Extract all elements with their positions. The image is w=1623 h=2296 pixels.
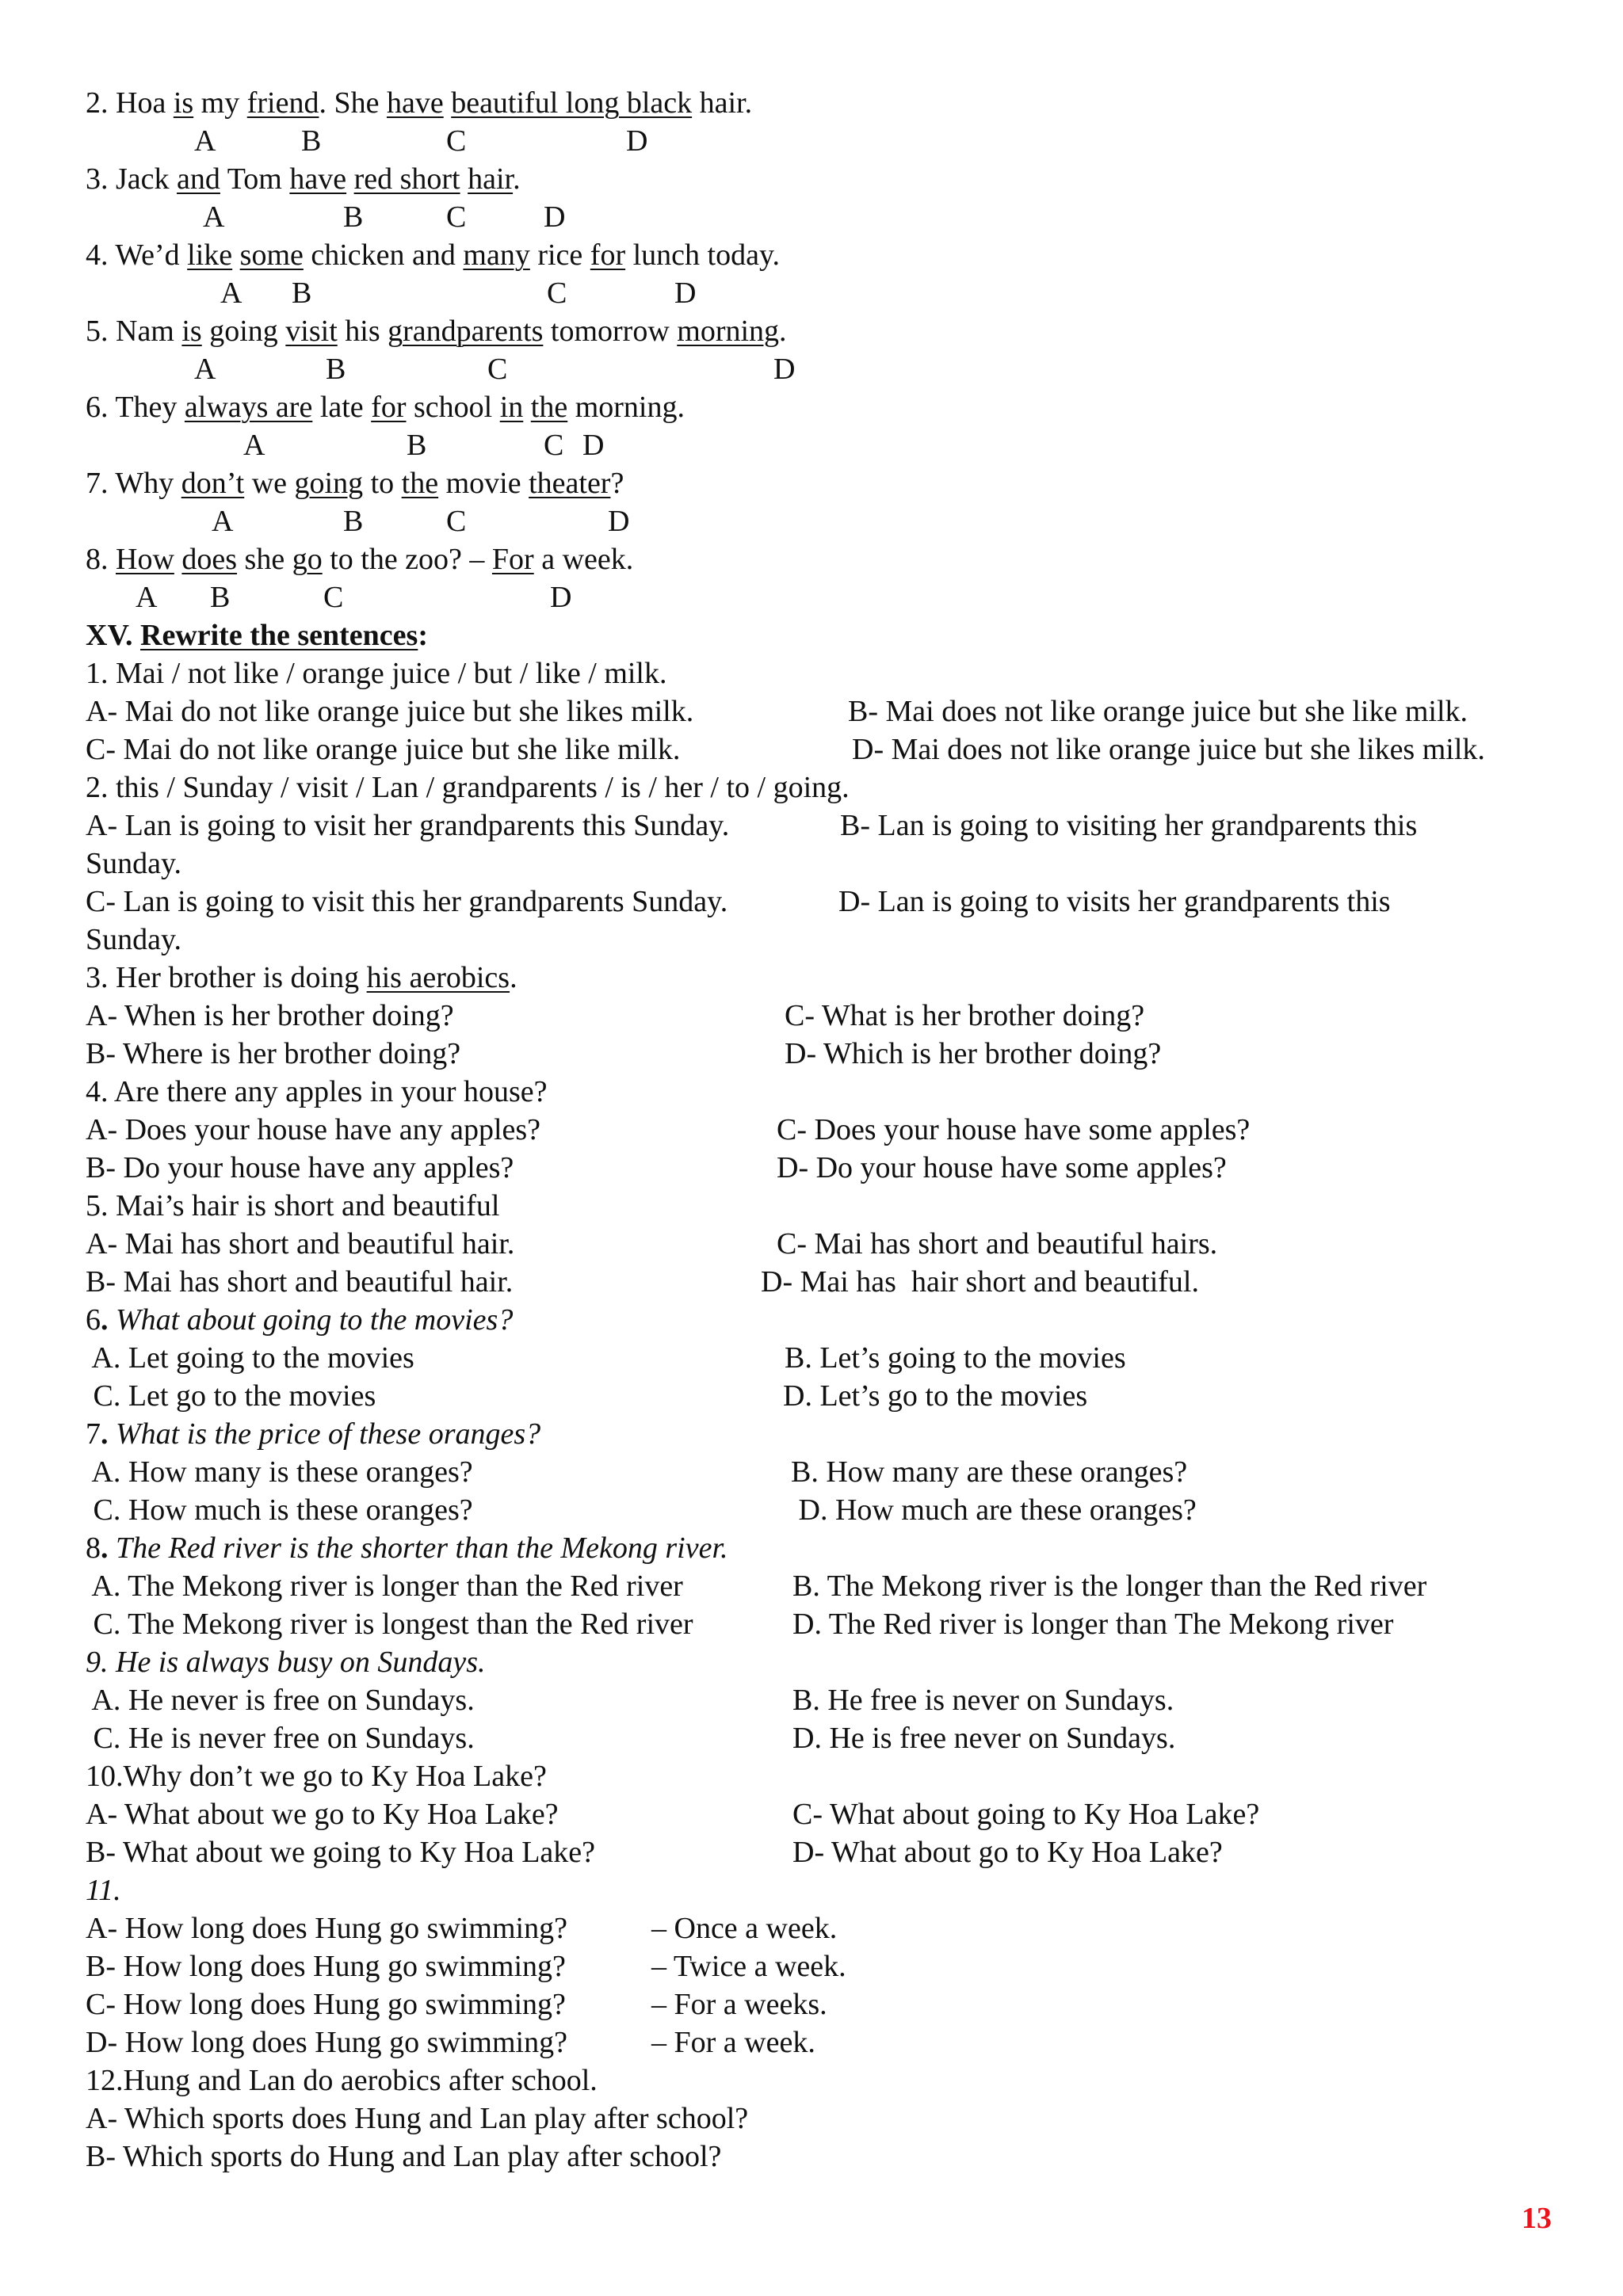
text-segment: late [312,391,372,424]
choice-letter-a: A [203,200,225,234]
question-4-option-d: D- Do your house have some apples? [777,1151,1227,1184]
question-2-option-d: D- Lan is going to visits her grandparents this [838,885,1391,918]
choice-letter-a: A [136,581,158,614]
choice-letter-a: A [212,505,234,538]
question-5-option-a: A- Mai has short and beautiful hair. [86,1227,515,1261]
question-2-option-c: C- Lan is going to visit this her grandparents Sunday. [86,885,728,918]
question-3-option-a: A- When is her brother doing? [86,999,454,1032]
question-8-option-b: B. The Mekong river is the longer than the Red river [792,1569,1427,1603]
underlined-segment: like [187,238,233,272]
underlined-segment: and [177,162,220,196]
choice-letter-d: D [544,200,566,234]
underlined-segment: for [371,391,407,424]
question-11-number: 11. [86,1874,121,1907]
question-10-option-a: A- What about we go to Ky Hoa Lake? [86,1798,559,1831]
question-3-option-c: C- What is her brother doing? [785,999,1145,1032]
choice-letter-c: C [446,505,467,538]
question-3-prompt: 3. Her brother is doing his aerobics. [86,961,517,994]
underlined-segment: hair [468,162,514,196]
choice-letter-b: B [210,581,231,614]
text-segment: we [244,467,295,500]
question-11-option-c: C- How long does Hung go swimming? [86,1988,566,2021]
question-7-option-d: D. How much are these oranges? [791,1493,1197,1527]
underlined-segment: beautiful long black [451,86,693,120]
question-10-option-b: B- What about we going to Ky Hoa Lake? [86,1836,596,1869]
question-7-option-c: C. How much is these oranges? [86,1493,473,1527]
question-6-option-b: B. Let’s going to the movies [785,1341,1126,1375]
error-question-7 [86,464,624,502]
question-5-option-b: B- Mai has short and beautiful hair. [86,1265,514,1299]
underlined-segment: is [181,315,202,348]
text-segment [460,162,468,196]
text-segment: Jack [116,162,178,196]
text-segment: Tom [220,162,290,196]
question-9-option-d: D. He is free never on Sundays. [792,1722,1176,1755]
question-number: 8. [86,543,116,576]
underlined-segment: in [499,391,524,424]
underlined-segment: don’t [181,467,245,500]
choice-letter-b: B [407,429,427,462]
choice-letter-c: C [544,429,564,462]
question-4-option-c: C- Does your house have some apples? [777,1113,1251,1146]
question-3-option-b: B- Where is her brother doing? [86,1037,461,1070]
section-number: XV. [86,619,140,652]
question-5-option-c: C- Mai has short and beautiful hairs. [777,1227,1218,1261]
section-title: Rewrite the sentences [140,619,418,652]
text-segment: lunch today. [625,238,780,272]
text-segment: to the zoo? – [322,543,492,576]
choice-letter-d: D [674,277,697,310]
text-segment: she [237,543,292,576]
question-1-option-b: B- Mai does not like orange juice but she like milk. [848,695,1468,728]
underlined-segment: always are [184,391,313,424]
underlined-segment: have [386,86,444,120]
text-segment: my [193,86,247,120]
text-segment [232,238,240,272]
text-segment: . [513,162,521,196]
question-9-option-b: B. He free is never on Sundays. [792,1684,1174,1717]
question-9-option-a: A. He never is free on Sundays. [86,1684,475,1717]
question-9-option-c: C. He is never free on Sundays. [86,1722,475,1755]
text-segment: movie [438,467,529,500]
text-segment: a week. [533,543,634,576]
error-question-4 [86,236,780,274]
underlined-segment: is [173,86,194,120]
choice-letter-c: C [446,124,467,158]
underlined-segment: have [289,162,347,196]
choice-letter-b: B [301,124,322,158]
question-12-prompt: 12.Hung and Lan do aerobics after school. [86,2064,598,2097]
text-segment [444,86,452,120]
text-segment: morning. [567,391,685,424]
question-5-option-d: D- Mai has hair short and beautiful. [761,1265,1199,1299]
question-number: 7. [86,467,116,500]
question-4-option-a: A- Does your house have any apples? [86,1113,541,1146]
choice-letter-b: B [326,353,346,386]
question-6-option-d: D. Let’s go to the movies [783,1379,1088,1413]
text-segment: They [115,391,185,424]
question-7-option-b: B. How many are these oranges? [791,1455,1188,1489]
choice-letter-c: C [487,353,508,386]
question-1-option-d: D- Mai does not like orange juice but she likes milk. [852,733,1485,766]
choice-letter-a: A [243,429,265,462]
page-number: 13 [1522,2202,1552,2235]
text-segment: . She [319,86,387,120]
section-heading: XV. Rewrite the sentences: [86,619,428,652]
text-segment: Hoa [116,86,174,120]
question-11-option-a: A- How long does Hung go swimming? [86,1912,567,1945]
error-question-2 [86,84,752,122]
text-segment: going [201,315,286,348]
question-2-option-b: B- Lan is going to visiting her grandparents this [840,809,1418,842]
text-segment: hair. [692,86,753,120]
text-segment: We’d [115,238,188,272]
choice-letter-a: A [194,353,216,386]
question-number: 5. [86,315,116,348]
question-6-prompt: 6. What about going to the movies? [86,1303,514,1337]
underlined-segment: morning [677,315,780,348]
underlined-segment: the [401,467,439,500]
underlined-segment: For [491,543,534,576]
error-question-8 [86,540,633,578]
question-number: 4. [86,238,116,272]
question-1-option-a: A- Mai do not like orange juice but she likes milk. [86,695,694,728]
question-5-prompt: 5. Mai’s hair is short and beautiful [86,1189,500,1222]
choice-letter-b: B [343,200,364,234]
question-12-option-a: A- Which sports does Hung and Lan play after school? [86,2102,749,2135]
question-8-option-c: C. The Mekong river is longest than the Red river [86,1608,693,1641]
text-segment [346,162,354,196]
choice-letter-d: D [608,505,630,538]
text-segment: ? [610,467,624,500]
underlined-segment: for [590,238,626,272]
choice-letter-a: A [194,124,216,158]
choice-letter-d: D [550,581,572,614]
question-6-option-a: A. Let going to the movies [86,1341,414,1375]
choice-letter-c: C [547,277,567,310]
question-11-option-b: B- How long does Hung go swimming? [86,1950,566,1983]
text-segment: . [779,315,787,348]
text-segment [174,543,182,576]
question-11-answer-b: – Twice a week. [651,1950,846,1983]
underlined-segment: many [463,238,530,272]
question-7-prompt: 7. What is the price of these oranges? [86,1417,541,1451]
question-2-option-b-cont: Sunday. [86,847,182,880]
question-10-prompt: 10.Why don’t we go to Ky Hoa Lake? [86,1760,547,1793]
question-4-option-b: B- Do your house have any apples? [86,1151,514,1184]
choice-letter-b: B [292,277,312,310]
question-12-option-b: B- Which sports do Hung and Lan play after school? [86,2140,722,2173]
question-4-prompt: 4. Are there any apples in your house? [86,1075,548,1108]
choice-letter-c: C [446,200,467,234]
error-question-6 [86,388,685,426]
text-segment: rice [529,238,590,272]
underlined-segment: grandparents [388,315,544,348]
question-number: 6. [86,391,116,424]
text-segment: Nam [116,315,182,348]
underlined-segment: theater [529,467,611,500]
question-8-option-a: A. The Mekong river is longer than the Red river [86,1569,683,1603]
question-2-option-a: A- Lan is going to visit her grandparents this Sunday. [86,809,730,842]
underlined-segment: go [292,543,323,576]
question-8-option-d: D. The Red river is longer than The Mekong river [792,1608,1394,1641]
choice-letter-a: A [220,277,242,310]
underlined-segment: red short [353,162,460,196]
text-segment [523,391,531,424]
question-3-option-d: D- Which is her brother doing? [785,1037,1162,1070]
question-11-option-d: D- How long does Hung go swimming? [86,2026,567,2059]
question-11-answer-c: – For a weeks. [651,1988,827,2021]
underlined-segment: does [181,543,238,576]
text-segment: his [337,315,388,348]
underlined-segment: some [239,238,304,272]
question-number: 2. [86,86,116,120]
underlined-segment: visit [285,315,338,348]
choice-letter-b: B [343,505,364,538]
text-segment: chicken and [303,238,464,272]
text-segment: Why [115,467,181,500]
choice-letter-d: D [626,124,648,158]
question-number: 3. [86,162,116,196]
choice-letter-c: C [323,581,344,614]
question-7-option-a: A. How many is these oranges? [86,1455,473,1489]
text-segment: tomorrow [543,315,678,348]
question-9-prompt: 9. He is always busy on Sundays. [86,1646,486,1679]
text-segment: to [363,467,402,500]
underlined-segment: the [530,391,568,424]
question-10-option-c: C- What about going to Ky Hoa Lake? [792,1798,1260,1831]
question-6-option-c: C. Let go to the movies [86,1379,376,1413]
question-1-option-c: C- Mai do not like orange juice but she like milk. [86,733,681,766]
error-question-3 [86,160,521,198]
question-11-answer-a: – Once a week. [651,1912,838,1945]
underlined-segment: going [294,467,364,500]
text-segment: school [406,391,500,424]
question-8-prompt: 8. The Red river is the shorter than the Mekong river. [86,1531,728,1565]
question-1-prompt: 1. Mai / not like / orange juice / but / like / milk. [86,657,667,690]
error-question-5 [86,312,787,350]
underlined-segment: friend [246,86,319,120]
choice-letter-d: D [773,353,796,386]
underlined-segment: How [116,543,174,576]
choice-letter-d: D [582,429,605,462]
question-11-answer-d: – For a week. [651,2026,815,2059]
question-2-prompt: 2. this / Sunday / visit / Lan / grandparents / is / her / to / going. [86,771,850,804]
question-2-option-d-cont: Sunday. [86,923,182,956]
question-10-option-d: D- What about go to Ky Hoa Lake? [792,1836,1223,1869]
